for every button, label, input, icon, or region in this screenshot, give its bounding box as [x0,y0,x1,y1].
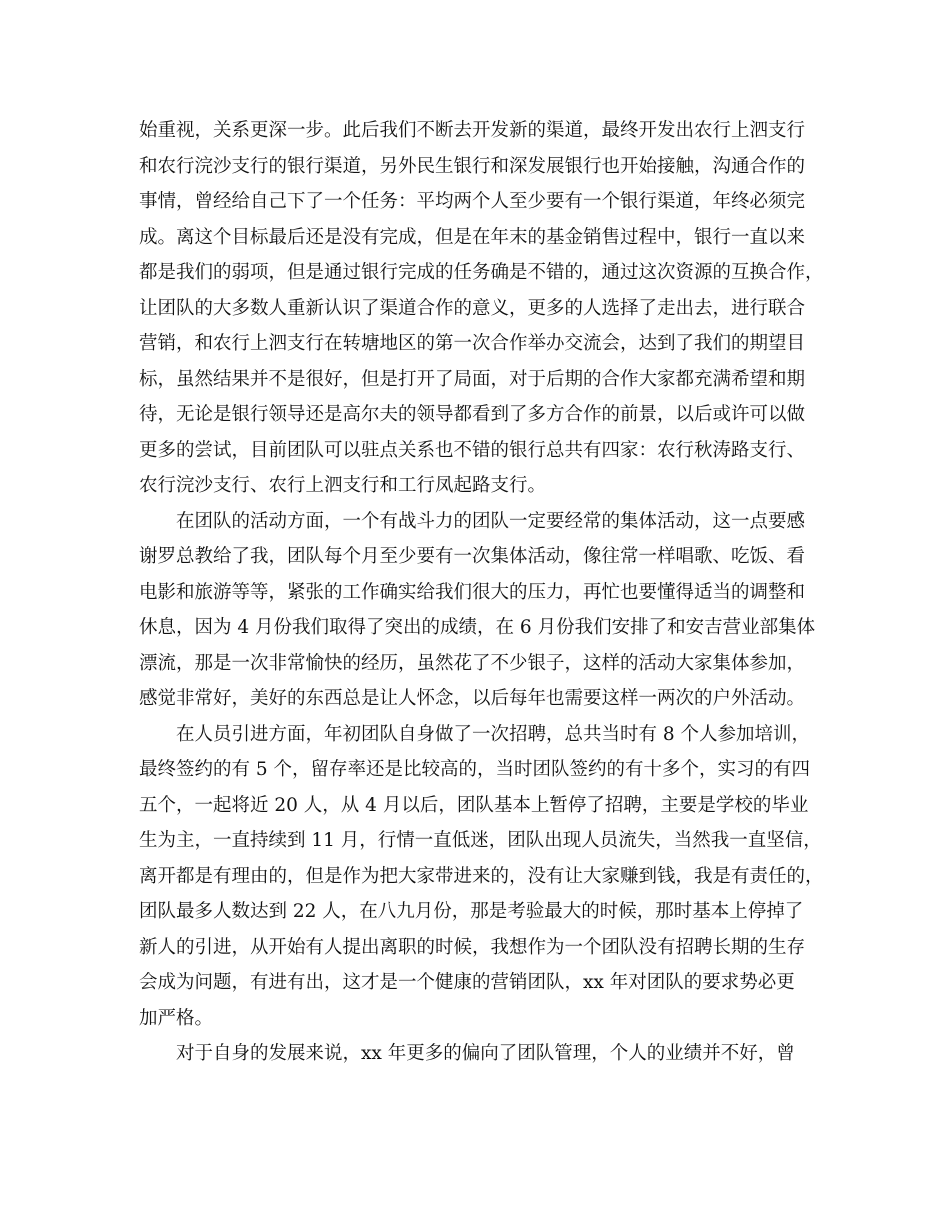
text-line: 生为主，一直持续到 11 月，行情一直低迷，团队出现人员流失，当然我一直坚信， [139,830,822,851]
text-line: 漂流，那是一次非常愉快的经历，虽然花了不少银子，这样的活动大家集体参加， [139,652,806,674]
text-line: 营销，和农行上泗支行在转塘地区的第一次合作举办交流会，达到了我们的期望目 [139,333,806,354]
text-line: 最终签约的有 5 个，留存率还是比较高的，当时团队签约的有十多个，实习的有四 [139,759,811,780]
text-line: 标，虽然结果并不是很好，但是打开了局面，对于后期的合作大家都充满希望和期 [139,368,806,390]
text-line: 在团队的活动方面，一个有战斗力的团队一定要经常的集体活动，这一点要感 [176,510,806,532]
text-line: 电影和旅游等等，紧张的工作确实给我们很大的压力，再忙也要懂得适当的调整和 [139,581,806,603]
paragraph-team-activities [139,504,819,717]
paragraph-recruitment [139,717,824,1037]
text-line: 更多的尝试，目前团队可以驻点关系也不错的银行总共有四家：农行秋涛路支行、 [139,439,806,461]
text-line: 休息，因为 4 月份我们取得了突出的成绩，在 6 月份我们安排了和安吉营业部集体 [139,617,816,638]
text-line: 团队最多人数达到 22 人，在八九月份，那是考验最大的时候，那时基本上停掉了 [139,901,804,922]
text-line: 和农行浣沙支行的银行渠道，另外民生银行和深发展银行也开始接触，沟通合作的 [139,155,806,177]
text-line: 成。离这个目标最后还是没有完成，但是在年末的基金销售过程中，银行一直以来 [139,226,806,248]
text-line: 新人的引进，从开始有人提出离职的时候，我想作为一个团队没有招聘长期的生存 [139,936,806,958]
text-line: 待，无论是银行领导还是高尔夫的领导都看到了多方合作的前景，以后或许可以做 [139,404,806,425]
document-body [139,113,824,1072]
text-line: 始重视，关系更深一步。此后我们不断去开发新的渠道，最终开发出农行上泗支行 [139,120,806,141]
text-line: 谢罗总教给了我，团队每个月至少要有一次集体活动，像往常一样唱歌、吃饭、看 [139,546,806,567]
text-line: 五个，一起将近 20 人，从 4 月以后，团队基本上暂停了招聘，主要是学校的毕业 [139,794,809,816]
text-line: 事情，曾经给自己下了一个任务：平均两个人至少要有一个银行渠道，年终必须完 [139,191,806,212]
text-line: 对于自身的发展来说，xx 年更多的偏向了团队管理，个人的业绩并不好，曾 [176,1043,795,1064]
text-line: 感觉非常好，美好的东西总是让人怀念，以后每年也需要这样一两次的户外活动。 [139,688,806,709]
text-line: 离开都是有理由的，但是作为把大家带进来的，没有让大家赚到钱，我是有责任的， [139,865,824,887]
paragraph-bank-channels [139,113,824,504]
text-line: 在人员引进方面，年初团队自身做了一次招聘，总共当时有 8 个人参加培训， [176,723,811,745]
text-line: 会成为问题，有进有出，这才是一个健康的营销团队，xx 年对团队的要求势必更 [139,972,795,993]
text-line: 加严格。 [139,1007,214,1029]
text-line: 让团队的大多数人重新认识了渠道合作的意义，更多的人选择了走出去，进行联合 [139,297,806,319]
text-line: 都是我们的弱项，但是通过银行完成的任务确是不错的，通过这次资源的互换合作， [139,262,824,283]
text-line: 农行浣沙支行、农行上泗支行和工行凤起路支行。 [139,475,547,496]
paragraph-self-development [139,1036,819,1072]
